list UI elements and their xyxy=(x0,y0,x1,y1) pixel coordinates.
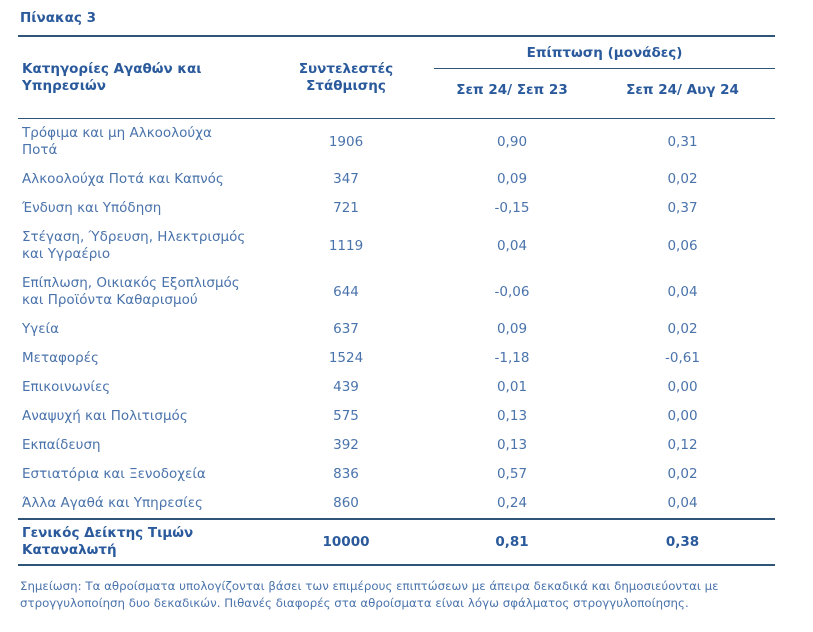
table-row xyxy=(18,223,775,269)
impact-mom-cell: 0,04 xyxy=(667,283,698,300)
impact-yoy-cell: 0,04 xyxy=(496,237,528,254)
total-impact-yoy-cell: 0,81 xyxy=(434,519,590,565)
impact-mom-cell: 0,04 xyxy=(667,495,698,511)
weight-cell: 860 xyxy=(333,495,359,511)
weight-cell: 721 xyxy=(333,200,359,216)
header-impact-yoy: Σεπ 24/ Σεπ 23 xyxy=(434,69,590,119)
impact-mom-cell: 0,02 xyxy=(667,321,698,337)
total-impact-mom-cell: 0,38 xyxy=(590,519,775,565)
category-cell: Μεταφορές xyxy=(22,350,99,366)
category-cell: Υγεία xyxy=(22,321,59,337)
category-cell: Εστιατόρια και Ξενοδοχεία xyxy=(22,466,206,482)
table-body xyxy=(18,119,775,566)
impact-mom-cell: 0,02 xyxy=(667,171,698,187)
cpi-impact-table xyxy=(18,37,775,566)
category-cell: Αλκοολούχα Ποτά και Καπνός xyxy=(22,171,224,187)
table-row xyxy=(18,344,775,373)
impact-yoy-cell: 0,24 xyxy=(496,495,528,511)
weight-cell: 1119 xyxy=(328,237,364,254)
category-cell: Επίπλωση, Οικιακός Εξοπλισμός και Προϊόντα Καθαρισμού xyxy=(22,275,240,308)
weight-cell: 439 xyxy=(333,379,359,395)
header-impact-group: Επίπτωση (μονάδες) xyxy=(434,37,775,69)
table-row xyxy=(18,315,775,344)
impact-yoy-cell: 0,09 xyxy=(496,321,528,337)
category-cell: Επικοινωνίες xyxy=(22,379,111,395)
impact-yoy-cell: 0,13 xyxy=(496,437,528,453)
table-row xyxy=(18,489,775,519)
category-cell: Αναψυχή και Πολιτισμός xyxy=(22,408,188,424)
impact-yoy-cell: 0,13 xyxy=(496,408,528,424)
weight-cell: 836 xyxy=(333,466,359,482)
header-weights: Συντελεστές Στάθμισης xyxy=(258,37,434,119)
impact-yoy-cell: 0,57 xyxy=(496,466,528,482)
impact-yoy-cell: 0,90 xyxy=(496,133,528,150)
table-row xyxy=(18,269,775,315)
impact-yoy-cell: -0,15 xyxy=(494,200,530,216)
category-cell: Τρόφιμα και μη Αλκοολούχα Ποτά xyxy=(22,125,212,158)
total-weight-cell: 10000 xyxy=(258,519,434,565)
impact-mom-cell: -0,61 xyxy=(665,350,700,366)
impact-mom-cell: 0,00 xyxy=(667,379,698,395)
impact-mom-cell: 0,37 xyxy=(667,200,698,216)
impact-mom-cell: 0,00 xyxy=(667,408,698,424)
weight-cell: 347 xyxy=(333,171,359,187)
impact-mom-cell: 0,12 xyxy=(667,437,698,453)
total-category-cell: Γενικός Δείκτης Τιμών Καταναλωτή xyxy=(18,519,258,565)
table-header xyxy=(18,37,775,119)
table-row xyxy=(18,460,775,489)
category-cell: Στέγαση, Ύδρευση, Ηλεκτρισμός και Υγραέριο xyxy=(22,229,246,262)
header-impact-mom: Σεπ 24/ Αυγ 24 xyxy=(590,69,775,119)
table-title: Πίνακας 3 xyxy=(18,8,775,37)
table-footnote: Σημείωση: Τα αθροίσματα υπολογίζονται βάσει των επιμέρους επιπτώσεων με άπειρα δεκαδικά και δημοσιεύονται με στρογγυλοποίηση δυο δεκαδικών. Πιθανές διαφορές στα αθροίσματα είναι λόγω σφάλματος στρογγυλοποίησης. xyxy=(20,579,719,610)
header-category: Κατηγορίες Αγαθών και Υπηρεσιών xyxy=(18,37,258,119)
table-row xyxy=(18,373,775,402)
weight-cell: 392 xyxy=(333,437,359,453)
impact-yoy-cell: 0,01 xyxy=(496,379,528,395)
impact-yoy-cell: 0,09 xyxy=(496,171,528,187)
table-row xyxy=(18,431,775,460)
weight-cell: 637 xyxy=(333,321,359,337)
table-row xyxy=(18,119,775,166)
table-row xyxy=(18,165,775,194)
table-total-row xyxy=(18,519,775,565)
table-row xyxy=(18,194,775,223)
impact-yoy-cell: -0,06 xyxy=(494,283,530,300)
weight-cell: 1524 xyxy=(328,350,364,366)
impact-mom-cell: 0,02 xyxy=(667,466,698,482)
table-panel xyxy=(18,8,775,612)
impact-mom-cell: 0,06 xyxy=(667,237,698,254)
weight-cell: 644 xyxy=(333,283,359,300)
impact-mom-cell: 0,31 xyxy=(667,133,698,150)
category-cell: Άλλα Αγαθά και Υπηρεσίες xyxy=(22,495,203,511)
impact-yoy-cell: -1,18 xyxy=(494,350,530,366)
weight-cell: 575 xyxy=(333,408,359,424)
weight-cell: 1906 xyxy=(328,133,364,150)
category-cell: Ένδυση και Υπόδηση xyxy=(22,200,162,216)
table-row xyxy=(18,402,775,431)
category-cell: Εκπαίδευση xyxy=(22,437,101,453)
